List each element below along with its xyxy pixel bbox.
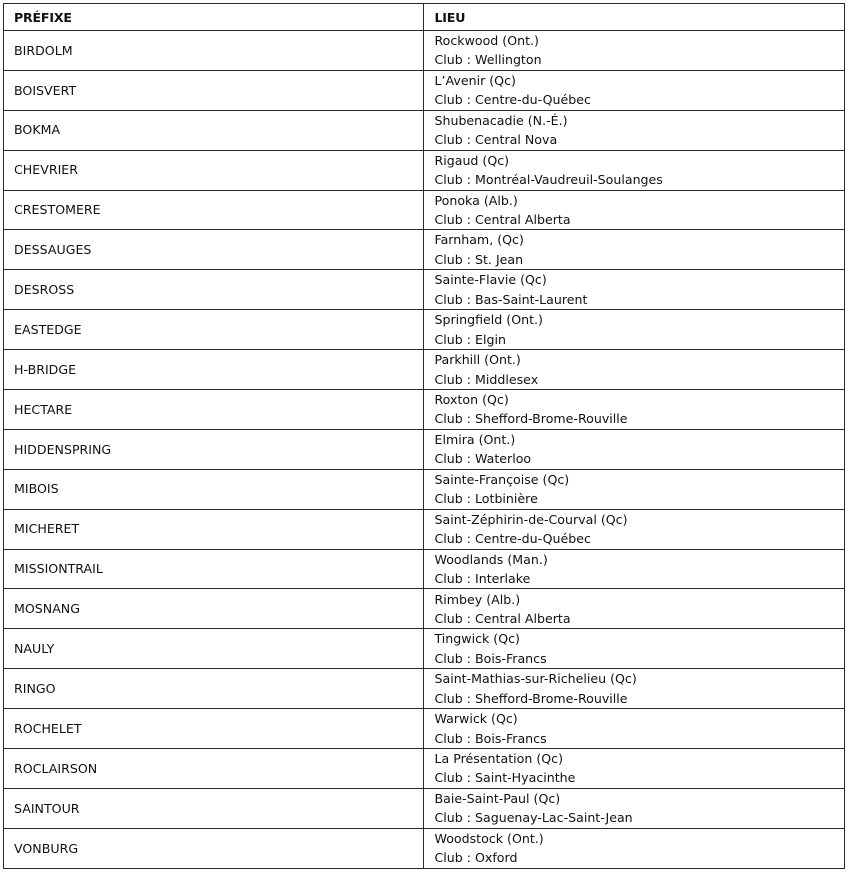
table-row [4, 31, 845, 71]
place-cell [424, 828, 845, 868]
place-cell [424, 509, 845, 549]
table-row [4, 230, 845, 270]
table-row [4, 629, 845, 669]
club-text: Club : Bois-Francs [434, 730, 547, 746]
table-row [4, 828, 845, 868]
prefix-cell: MICHERET [4, 509, 424, 549]
prefix-cell: H-BRIDGE [4, 350, 424, 390]
table-row [4, 150, 845, 190]
place-cell [424, 350, 845, 390]
town-text: Shubenacadie (N.-É.) [434, 112, 568, 128]
place-cell [424, 749, 845, 789]
prefix-cell: HIDDENSPRING [4, 429, 424, 469]
town-text: Springfield (Ont.) [434, 312, 543, 328]
table-body [4, 31, 845, 869]
table-row [4, 190, 845, 230]
town-text: Rockwood (Ont.) [434, 33, 539, 49]
prefix-cell: EASTEDGE [4, 310, 424, 350]
prefix-cell: DESROSS [4, 270, 424, 310]
place-cell [424, 629, 845, 669]
table-row [4, 350, 845, 390]
prefix-cell: CRESTOMERE [4, 190, 424, 230]
town-text: Saint-Zéphirin-de-Courval (Qc) [434, 511, 628, 527]
place-cell [424, 469, 845, 509]
place-cell [424, 110, 845, 150]
place-cell [424, 669, 845, 709]
table-row [4, 669, 845, 709]
table-row [4, 70, 845, 110]
place-cell [424, 390, 845, 430]
prefix-cell: NAULY [4, 629, 424, 669]
club-text: Club : Elgin [434, 331, 506, 347]
town-text: Baie-Saint-Paul (Qc) [434, 790, 561, 806]
prefix-cell: BOISVERT [4, 70, 424, 110]
table-row [4, 509, 845, 549]
place-cell [424, 429, 845, 469]
club-text: Club : Central Alberta [434, 610, 571, 626]
prefix-cell: ROCHELET [4, 709, 424, 749]
prefix-cell: DESSAUGES [4, 230, 424, 270]
club-text: Club : Oxford [434, 850, 518, 866]
club-text: Club : Shefford-Brome-Rouville [434, 690, 628, 706]
club-text: Club : Bas-Saint-Laurent [434, 291, 588, 307]
prefix-cell: ROCLAIRSON [4, 749, 424, 789]
table-row [4, 709, 845, 749]
town-text: Elmira (Ont.) [434, 431, 516, 447]
prefix-cell: MOSNANG [4, 589, 424, 629]
club-text: Club : Centre-du-Québec [434, 531, 591, 547]
table-row [4, 390, 845, 430]
place-cell [424, 270, 845, 310]
table-row [4, 749, 845, 789]
town-text: Sainte-Flavie (Qc) [434, 272, 547, 288]
prefix-cell: SAINTOUR [4, 788, 424, 828]
club-text: Club : Central Nova [434, 132, 558, 148]
prefix-cell: MISSIONTRAIL [4, 549, 424, 589]
place-cell [424, 70, 845, 110]
prefix-cell: BIRDOLM [4, 31, 424, 71]
town-text: Farnham, (Qc) [434, 232, 524, 248]
club-text: Club : St. Jean [434, 251, 524, 267]
header-place: LIEU [424, 4, 845, 31]
table-row [4, 589, 845, 629]
table-header-row [4, 4, 845, 31]
town-text: Tingwick (Qc) [434, 631, 520, 647]
club-text: Club : Interlake [434, 571, 531, 587]
town-text: Woodlands (Man.) [434, 551, 548, 567]
club-text: Club : Wellington [434, 52, 542, 68]
header-prefix: PRÉFIXE [4, 4, 424, 31]
place-cell [424, 310, 845, 350]
prefix-cell: MIBOIS [4, 469, 424, 509]
table-row [4, 310, 845, 350]
place-cell [424, 150, 845, 190]
prefix-cell: CHEVRIER [4, 150, 424, 190]
prefix-cell: RINGO [4, 669, 424, 709]
place-cell [424, 190, 845, 230]
town-text: Ponoka (Alb.) [434, 192, 518, 208]
prefix-cell: HECTARE [4, 390, 424, 430]
place-cell [424, 589, 845, 629]
club-text: Club : Saint-Hyacinthe [434, 770, 576, 786]
table-row [4, 270, 845, 310]
table-row [4, 110, 845, 150]
table-row [4, 549, 845, 589]
club-text: Club : Middlesex [434, 371, 539, 387]
table-row [4, 788, 845, 828]
place-cell [424, 230, 845, 270]
club-text: Club : Saguenay-Lac-Saint-Jean [434, 810, 633, 826]
club-text: Club : Waterloo [434, 451, 532, 467]
place-cell [424, 31, 845, 71]
town-text: Parkhill (Ont.) [434, 352, 521, 368]
town-text: Roxton (Qc) [434, 392, 509, 408]
prefix-cell: VONBURG [4, 828, 424, 868]
club-text: Club : Lotbinière [434, 491, 538, 507]
town-text: Saint-Mathias-sur-Richelieu (Qc) [434, 671, 637, 687]
town-text: Woodstock (Ont.) [434, 830, 544, 846]
prefix-table [3, 3, 845, 869]
town-text: Rimbey (Alb.) [434, 591, 521, 607]
table-row [4, 469, 845, 509]
place-cell [424, 549, 845, 589]
town-text: La Présentation (Qc) [434, 751, 563, 767]
club-text: Club : Centre-du-Québec [434, 92, 591, 108]
town-text: L’Avenir (Qc) [434, 72, 516, 88]
club-text: Club : Bois-Francs [434, 650, 547, 666]
prefix-cell: BOKMA [4, 110, 424, 150]
town-text: Warwick (Qc) [434, 711, 518, 727]
town-text: Rigaud (Qc) [434, 152, 510, 168]
club-text: Club : Shefford-Brome-Rouville [434, 411, 628, 427]
place-cell [424, 788, 845, 828]
club-text: Club : Montréal-Vaudreuil-Soulanges [434, 172, 663, 188]
town-text: Sainte-Françoise (Qc) [434, 471, 570, 487]
table-row [4, 429, 845, 469]
place-cell [424, 709, 845, 749]
club-text: Club : Central Alberta [434, 212, 571, 227]
